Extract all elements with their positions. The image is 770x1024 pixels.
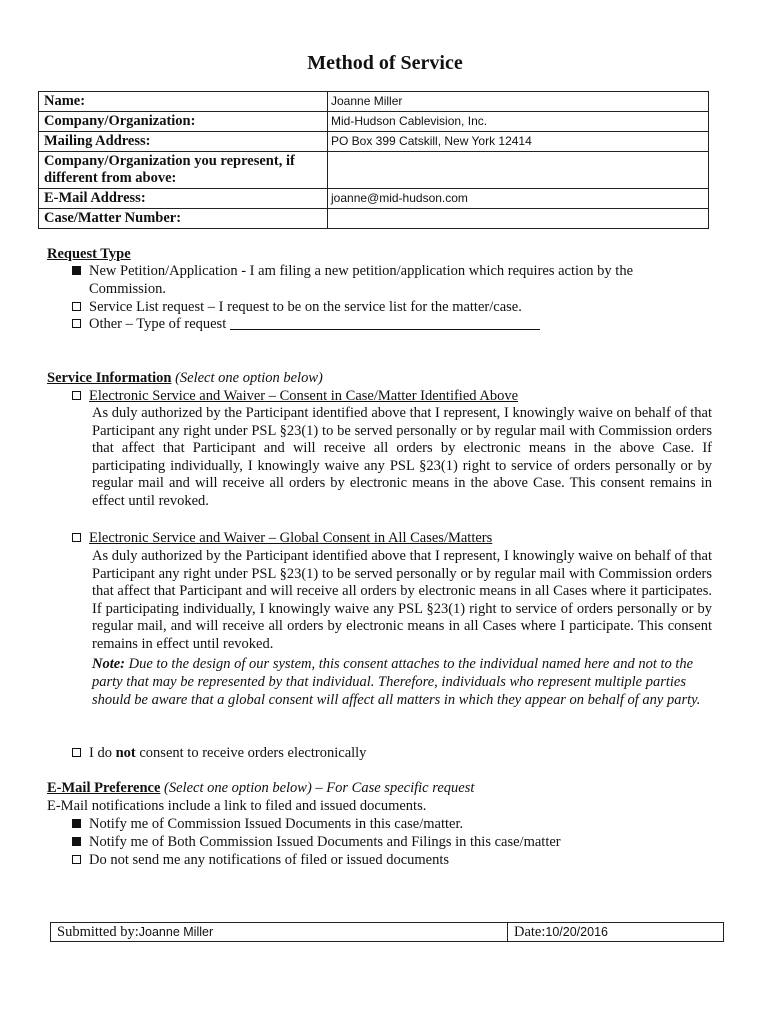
request-type-heading: Request Type [47,246,131,262]
email-pref-heading: E-Mail Preference [47,780,161,796]
table-row [39,189,709,209]
represented-company-value[interactable] [328,152,709,189]
checkbox-icon[interactable] [72,302,81,311]
mailing-address-label: Mailing Address: [39,132,328,152]
service-option-case-consent[interactable] [72,388,518,406]
option-text-post: consent to receive orders electronically [135,745,367,761]
company-label: Company/Organization: [39,112,328,132]
email-pref-subheading: (Select one option below) – For Case specific request [164,780,475,796]
option-text: Do not send me any notifications of filed or issued documents [89,852,450,868]
email-address-label: E-Mail Address: [39,189,328,209]
name-value[interactable]: Joanne Miller [328,92,709,112]
name-label: Name: [39,92,328,112]
contact-info-table [38,91,709,229]
option-text-pre: I do [89,745,116,761]
checkbox-icon[interactable] [72,748,81,757]
option-text: Notify me of Commission Issued Documents in this case/matter. [89,816,464,832]
table-row [39,132,709,152]
email-pref-heading-row [47,780,474,798]
case-number-value[interactable] [328,209,709,229]
submission-footer [50,922,724,942]
other-request-input[interactable] [230,317,540,330]
case-consent-body: As duly authorized by the Participant identified above that I represent, I knowingly waive on behalf of that Participant any right under PSL §23(1) to be served personally or by regular mail with Commission orders that affect that Participant and will receive all orders by electronic means in the above Case. If participating individually, I knowingly waive any PSL §23(1) right to service of orders personally or by regular mail and will receive all orders by electronic means in the above Case. This consent remains in effect until revoked. [92,405,712,509]
checkbox-icon[interactable] [72,319,81,328]
service-option-no-consent[interactable] [72,745,366,763]
table-row [39,112,709,132]
case-number-label: Case/Matter Number: [39,209,328,229]
date-label: Date: [514,924,546,940]
table-row [39,92,709,112]
email-pref-intro: E-Mail notifications include a link to filed and issued documents. [47,798,427,814]
service-option-global-consent[interactable] [72,530,492,548]
checkbox-icon[interactable] [72,391,81,400]
email-address-value[interactable]: joanne@mid-hudson.com [328,189,709,209]
company-value[interactable]: Mid-Hudson Cablevision, Inc. [328,112,709,132]
option-text: New Petition/Application - I am filing a new petition/application which requires action by the Commission. [89,263,634,297]
checkbox-checked-icon[interactable] [72,266,81,275]
option-title: Electronic Service and Waiver – Global Consent in All Cases/Matters [89,530,493,546]
checkbox-icon[interactable] [72,855,81,864]
service-info-heading: Service Information [47,370,172,386]
submitted-by-label: Submitted by: [57,924,139,940]
option-text: Service List request – I request to be on the service list for the matter/case. [89,299,522,315]
option-text: Other – Type of request [89,316,227,332]
email-option-issued-docs[interactable] [72,816,463,834]
note-label: Note: [92,656,126,672]
option-text-bold: not [115,745,136,761]
checkbox-checked-icon[interactable] [72,819,81,828]
global-consent-body: As duly authorized by the Participant identified above that I represent, I knowingly waive on behalf of that Participant any right under PSL §23(1) to be served personally or by regular mail with Commission orders that affect that Participant and will receive all orders by electronic means in all Cases where it participates. If participating individually, I knowingly waive any PSL §23(1) right to service of orders personally or by regular mail, and will receive all orders by electronic means in all Cases where I participate. This consent remains in effect until revoked. [92,548,712,652]
request-option-new-petition[interactable] [72,263,672,298]
service-info-subheading: (Select one option below) [175,370,323,386]
submitted-by-value[interactable]: Joanne Miller [138,925,214,939]
checkbox-icon[interactable] [72,533,81,542]
option-title: Electronic Service and Waiver – Consent in Case/Matter Identified Above [89,388,519,404]
note-paragraph [92,655,712,709]
page-title: Method of Service [307,52,463,74]
email-option-docs-and-filings[interactable] [72,834,561,852]
represented-company-label: Company/Organization you represent, if different from above: [39,152,328,189]
table-row [39,152,709,189]
date-cell [508,923,723,941]
request-option-service-list[interactable] [72,299,522,317]
service-info-heading-row [47,370,323,388]
option-text: Notify me of Both Commission Issued Documents and Filings in this case/matter [89,834,561,850]
mailing-address-value[interactable]: PO Box 399 Catskill, New York 12414 [328,132,709,152]
checkbox-checked-icon[interactable] [72,837,81,846]
email-option-no-notifications[interactable] [72,852,449,870]
submitted-by-cell [51,923,508,941]
date-value[interactable]: 10/20/2016 [545,925,608,939]
table-row [39,209,709,229]
request-option-other[interactable] [72,316,540,334]
note-text: Due to the design of our system, this consent attaches to the individual named here and not to the party that may be represented by that individual. Therefore, individuals who represent multiple parties should be aware that a global consent will affect all matters in which they appear on behalf of any party. [92,656,701,708]
